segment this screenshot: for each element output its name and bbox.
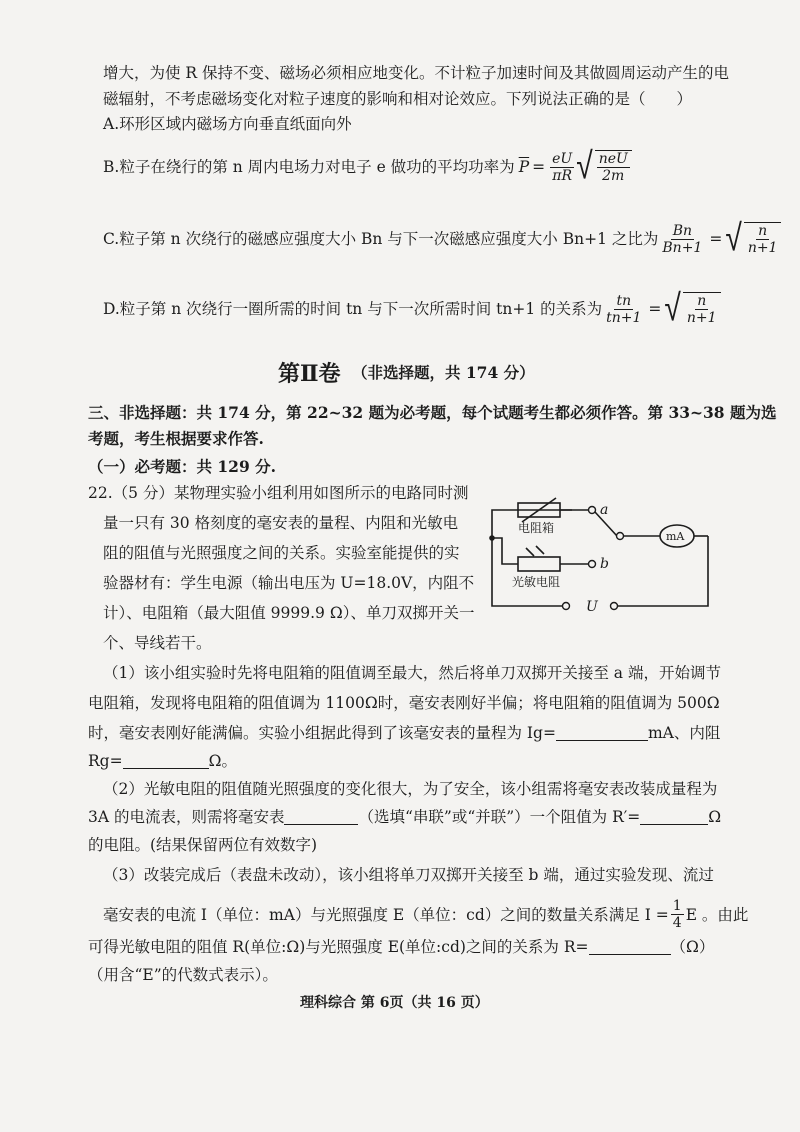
photoresistor-icon	[518, 557, 560, 571]
option-a: A.环形区域内磁场方向垂直纸面向外	[103, 115, 352, 133]
circuit-wire-lower-branch	[492, 538, 518, 564]
q22-part3-line-4: （用含“E”的代数式表示）。	[88, 966, 278, 984]
light-arrow-icon	[526, 548, 534, 556]
option-d-sqrt-numerator: n	[697, 293, 707, 309]
option-b-power-symbol: $\overline{P}$	[518, 158, 530, 176]
option-d-frac-denominator: tn+1	[606, 309, 642, 326]
part2-subtitle: （非选择题，共 174 分）	[352, 363, 535, 382]
q22-part1-line-1: （1）该小组实验时先将电阻箱的阻值调至最大，然后将单刀双掷开关接至 a 端，开始调节	[103, 664, 721, 682]
q22-part1-line-3-text: 时，毫安表刚好能满偏。实验小组据此得到了该毫安表的量程为 Ig=	[88, 724, 556, 742]
q22-part3-line-3	[88, 936, 714, 958]
q22-part2-line-3: 的电阻。(结果保留两位有效数字)	[88, 836, 318, 854]
q22-line-6: 个、导线若干。	[103, 634, 212, 652]
option-b-sqrt-denominator: 2m	[602, 168, 625, 184]
q22-part1-rg-unit: Ω。	[208, 752, 237, 770]
option-d-frac-numerator: tn	[616, 292, 632, 309]
relation-answer-blank[interactable]	[589, 938, 671, 955]
q22-part3-fraction	[671, 898, 684, 931]
circuit-diagram	[462, 488, 722, 618]
terminal-a-label: a	[600, 502, 609, 518]
terminal-a-node	[589, 507, 596, 514]
option-c-frac-denominator: Bn+1	[662, 239, 703, 256]
q22-part1-rg-label: Rg=	[88, 752, 123, 770]
photoresistor-label: 光敏电阻	[512, 575, 561, 589]
option-c	[103, 216, 783, 261]
q22-part2-line-1: （2）光敏电阻的阻值随光照强度的变化很大，为了安全，该小组需将毫安表改装成量程为	[103, 780, 718, 798]
q22-part2-line-2-text: 3A 的电流表，则需将毫安表	[88, 808, 285, 826]
q22-line-2: 量一只有 30 格刻度的毫安表的量程、内阻和光敏电	[103, 514, 459, 532]
q22-part3-line-2-text: 毫安表的电流 I（单位：mA）与光照强度 E（单位：cd）之间的数量关系满足 I =	[103, 905, 669, 924]
option-d-sqrt-denominator: n+1	[686, 310, 717, 326]
q22-part2-line-2-unit: Ω	[708, 808, 722, 826]
option-b-fraction	[550, 151, 574, 184]
range-answer-blank[interactable]	[556, 724, 648, 741]
option-d-text: D.粒子第 n 次绕行一圈所需的时间 tn 与下一次所需时间 tn+1 的关系为	[103, 300, 603, 318]
option-d-equals: =	[648, 300, 662, 318]
q22-part3-line-2	[103, 898, 748, 931]
part2-title: 第Ⅱ卷	[278, 361, 341, 387]
option-d	[103, 286, 723, 331]
option-b-sqrt-numerator: neU	[598, 151, 628, 167]
q22-part3-frac-denominator: 4	[672, 915, 682, 931]
resistance-answer-blank[interactable]	[123, 752, 209, 769]
q22-line-1: 22.（5 分）某物理实验小组利用如图所示的电路同时测	[88, 484, 469, 502]
q22-part3-line-3-text: 可得光敏电阻的阻值 R(单位:Ω)与光照强度 E(单位:cd)之间的关系为 R=	[88, 938, 589, 956]
option-b-text: B.粒子在绕行的第 n 周内电场力对电子 e 做功的平均功率为	[103, 158, 515, 176]
q22-line-5: 计）、电阻箱（最大阻值 9999.9 Ω）、单刀双掷开关一	[103, 604, 475, 622]
sqrt-sign-icon: √	[576, 144, 593, 189]
q22-part3-frac-numerator: 1	[672, 898, 682, 914]
source-label: U	[586, 599, 598, 615]
sqrt-sign-icon: √	[664, 286, 681, 331]
q22-part1-line-3	[88, 722, 720, 744]
required-heading: （一）必考题：共 129 分.	[88, 457, 277, 476]
q22-line-4: 验器材有：学生电源（输出电压为 U=18.0V，内阻不	[103, 574, 475, 592]
q22-part1-line-2: 电阻箱，发现将电阻箱的阻值调为 1100Ω时，毫安表刚好半偏；将电阻箱的阻值调为 500Ω	[88, 694, 720, 712]
connection-answer-blank[interactable]	[284, 808, 358, 825]
option-b-frac-numerator: eU	[552, 150, 573, 167]
option-c-equals: =	[709, 230, 723, 248]
q22-part3-line-1: （3）改装完成后（表盘未改动），该小组将单刀双掷开关接至 b 端，通过实验发现、流过	[103, 866, 714, 884]
q22-part1-line-4	[88, 750, 237, 772]
intro-line-1: 增大，为使 R 保持不变、磁场必须相应地变化。不计粒子加速时间及其做圆周运动产生的电	[103, 64, 730, 82]
source-terminal-right	[611, 603, 618, 610]
option-c-sqrt-numerator: n	[758, 223, 768, 239]
q22-part3-line-2-tail: E 。由此	[685, 905, 749, 924]
option-b-frac-denominator: πR	[552, 167, 573, 184]
option-c-frac-numerator: Bn	[672, 222, 693, 239]
switch-pivot-node	[617, 533, 624, 540]
option-b-sqrt-fraction	[595, 150, 632, 184]
junction-dot	[489, 535, 495, 541]
sqrt-sign-icon: √	[725, 216, 742, 261]
option-d-fraction	[604, 293, 643, 326]
q22-part2-line-2-mid: （选填“串联”或“并联”）一个阻值为 R′=	[358, 808, 641, 826]
option-b-sqrt	[576, 144, 634, 189]
q22-part3-line-3-unit: （Ω）	[670, 938, 715, 956]
option-b	[103, 144, 634, 189]
terminal-b-node	[589, 561, 596, 568]
option-d-sqrt	[664, 286, 722, 331]
intro-line-2: 磁辐射，不考虑磁场变化对粒子速度的影响和相对论效应。下列说法正确的是（ ）	[103, 90, 693, 108]
option-c-fraction	[660, 223, 704, 256]
q22-part1-line-3-tail: mA、内阻	[647, 724, 721, 742]
shunt-answer-blank[interactable]	[640, 808, 708, 825]
terminal-b-label: b	[600, 556, 609, 572]
source-terminal-left	[563, 603, 570, 610]
q22-part2-line-2	[88, 806, 721, 828]
option-b-equals: =	[532, 158, 546, 176]
page-footer: 理科综合 第 6页（共 16 页）	[300, 995, 489, 1011]
q22-line-3: 阻的阻值与光照强度之间的关系。实验室能提供的实	[103, 544, 460, 562]
resistor-box-label: 电阻箱	[518, 521, 555, 535]
section3-line-2: 考题，考生根据要求作答.	[88, 429, 264, 448]
option-c-sqrt-denominator: n+1	[747, 240, 778, 256]
option-c-sqrt	[725, 216, 783, 261]
milliammeter-label: mA	[666, 530, 685, 543]
option-d-sqrt-fraction	[683, 292, 721, 326]
option-c-text: C.粒子第 n 次绕行的磁感应强度大小 Bn 与下一次磁感应强度大小 Bn+1 之比为	[103, 230, 659, 248]
option-c-sqrt-fraction	[744, 222, 782, 256]
section3-line-1: 三、非选择题：共 174 分，第 22~32 题为必考题，每个试题考生都必须作答。第 33~38 题为选	[88, 403, 777, 422]
